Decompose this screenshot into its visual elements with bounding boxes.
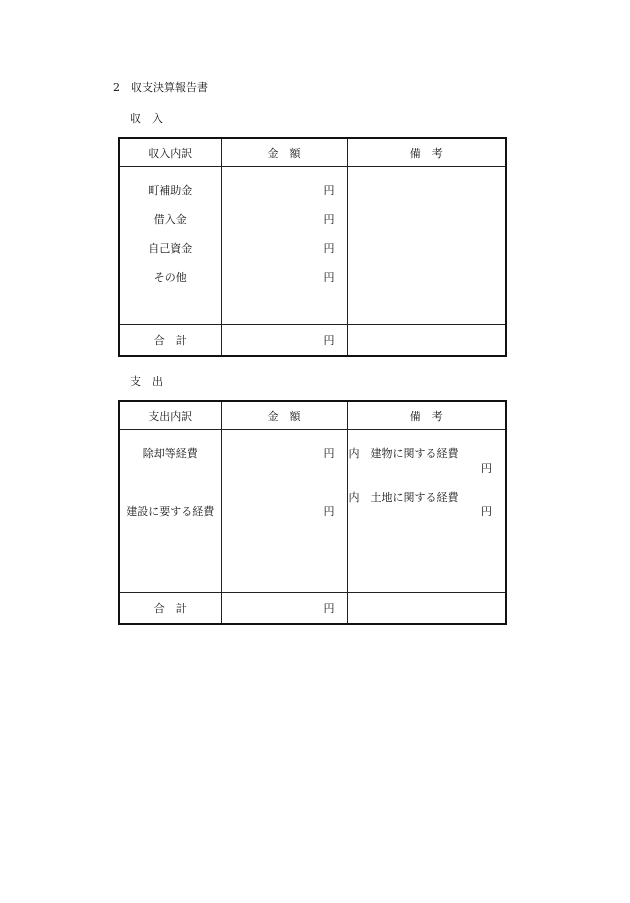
expense-amounts-cell [221, 430, 347, 593]
expense-item-demolition: 除却等経費 [142, 447, 198, 460]
income-item-subsidy: 町補助金 [148, 184, 193, 197]
expense-item-construction: 建設に要する経費 [126, 505, 215, 518]
expense-header-row [119, 401, 506, 430]
income-item-header: 収入内訳 [119, 138, 221, 167]
income-header-row [119, 138, 506, 167]
expense-demolition-yen: 円 [323, 447, 335, 460]
income-amount-header: 金 額 [221, 138, 347, 167]
income-body-row [119, 167, 506, 325]
expense-item-header: 支出内訳 [119, 401, 221, 430]
income-item-loan: 借入金 [153, 213, 187, 226]
expense-total-yen: 円 [221, 593, 347, 625]
expense-items-cell [119, 430, 221, 593]
expense-note-building-yen: 円 [481, 462, 492, 475]
expense-amount-header: 金 額 [221, 401, 347, 430]
income-own-funds-yen: 円 [323, 242, 335, 255]
income-table [118, 137, 507, 357]
income-section-label: 収 入 [130, 112, 163, 125]
income-total-label: 合 計 [119, 325, 221, 357]
income-item-own-funds: 自己資金 [148, 242, 193, 255]
expense-total-remarks [347, 593, 506, 625]
expense-remarks-cell [347, 430, 506, 593]
income-other-yen: 円 [323, 271, 335, 284]
expense-construction-yen: 円 [323, 505, 335, 518]
income-remarks-cell [347, 167, 506, 325]
expense-remarks-header: 備 考 [347, 401, 506, 430]
income-loan-yen: 円 [323, 213, 335, 226]
expense-section-label: 支 出 [130, 375, 163, 388]
expense-total-label: 合 計 [119, 593, 221, 625]
income-total-yen: 円 [221, 325, 347, 357]
expense-note-land: 内 土地に関する経費 [348, 491, 459, 504]
expense-note-building: 内 建物に関する経費 [348, 447, 459, 460]
expense-table [118, 400, 507, 625]
document-title: 2 収支決算報告書 [113, 81, 208, 94]
income-item-other: その他 [153, 271, 187, 284]
income-total-row [119, 325, 506, 357]
income-items-cell [119, 167, 221, 325]
expense-note-land-yen: 円 [481, 505, 492, 518]
expense-body-row [119, 430, 506, 593]
income-remarks-header: 備 考 [347, 138, 506, 167]
income-total-remarks [347, 325, 506, 357]
income-amounts-cell [221, 167, 347, 325]
income-subsidy-yen: 円 [323, 184, 335, 197]
expense-total-row [119, 593, 506, 625]
